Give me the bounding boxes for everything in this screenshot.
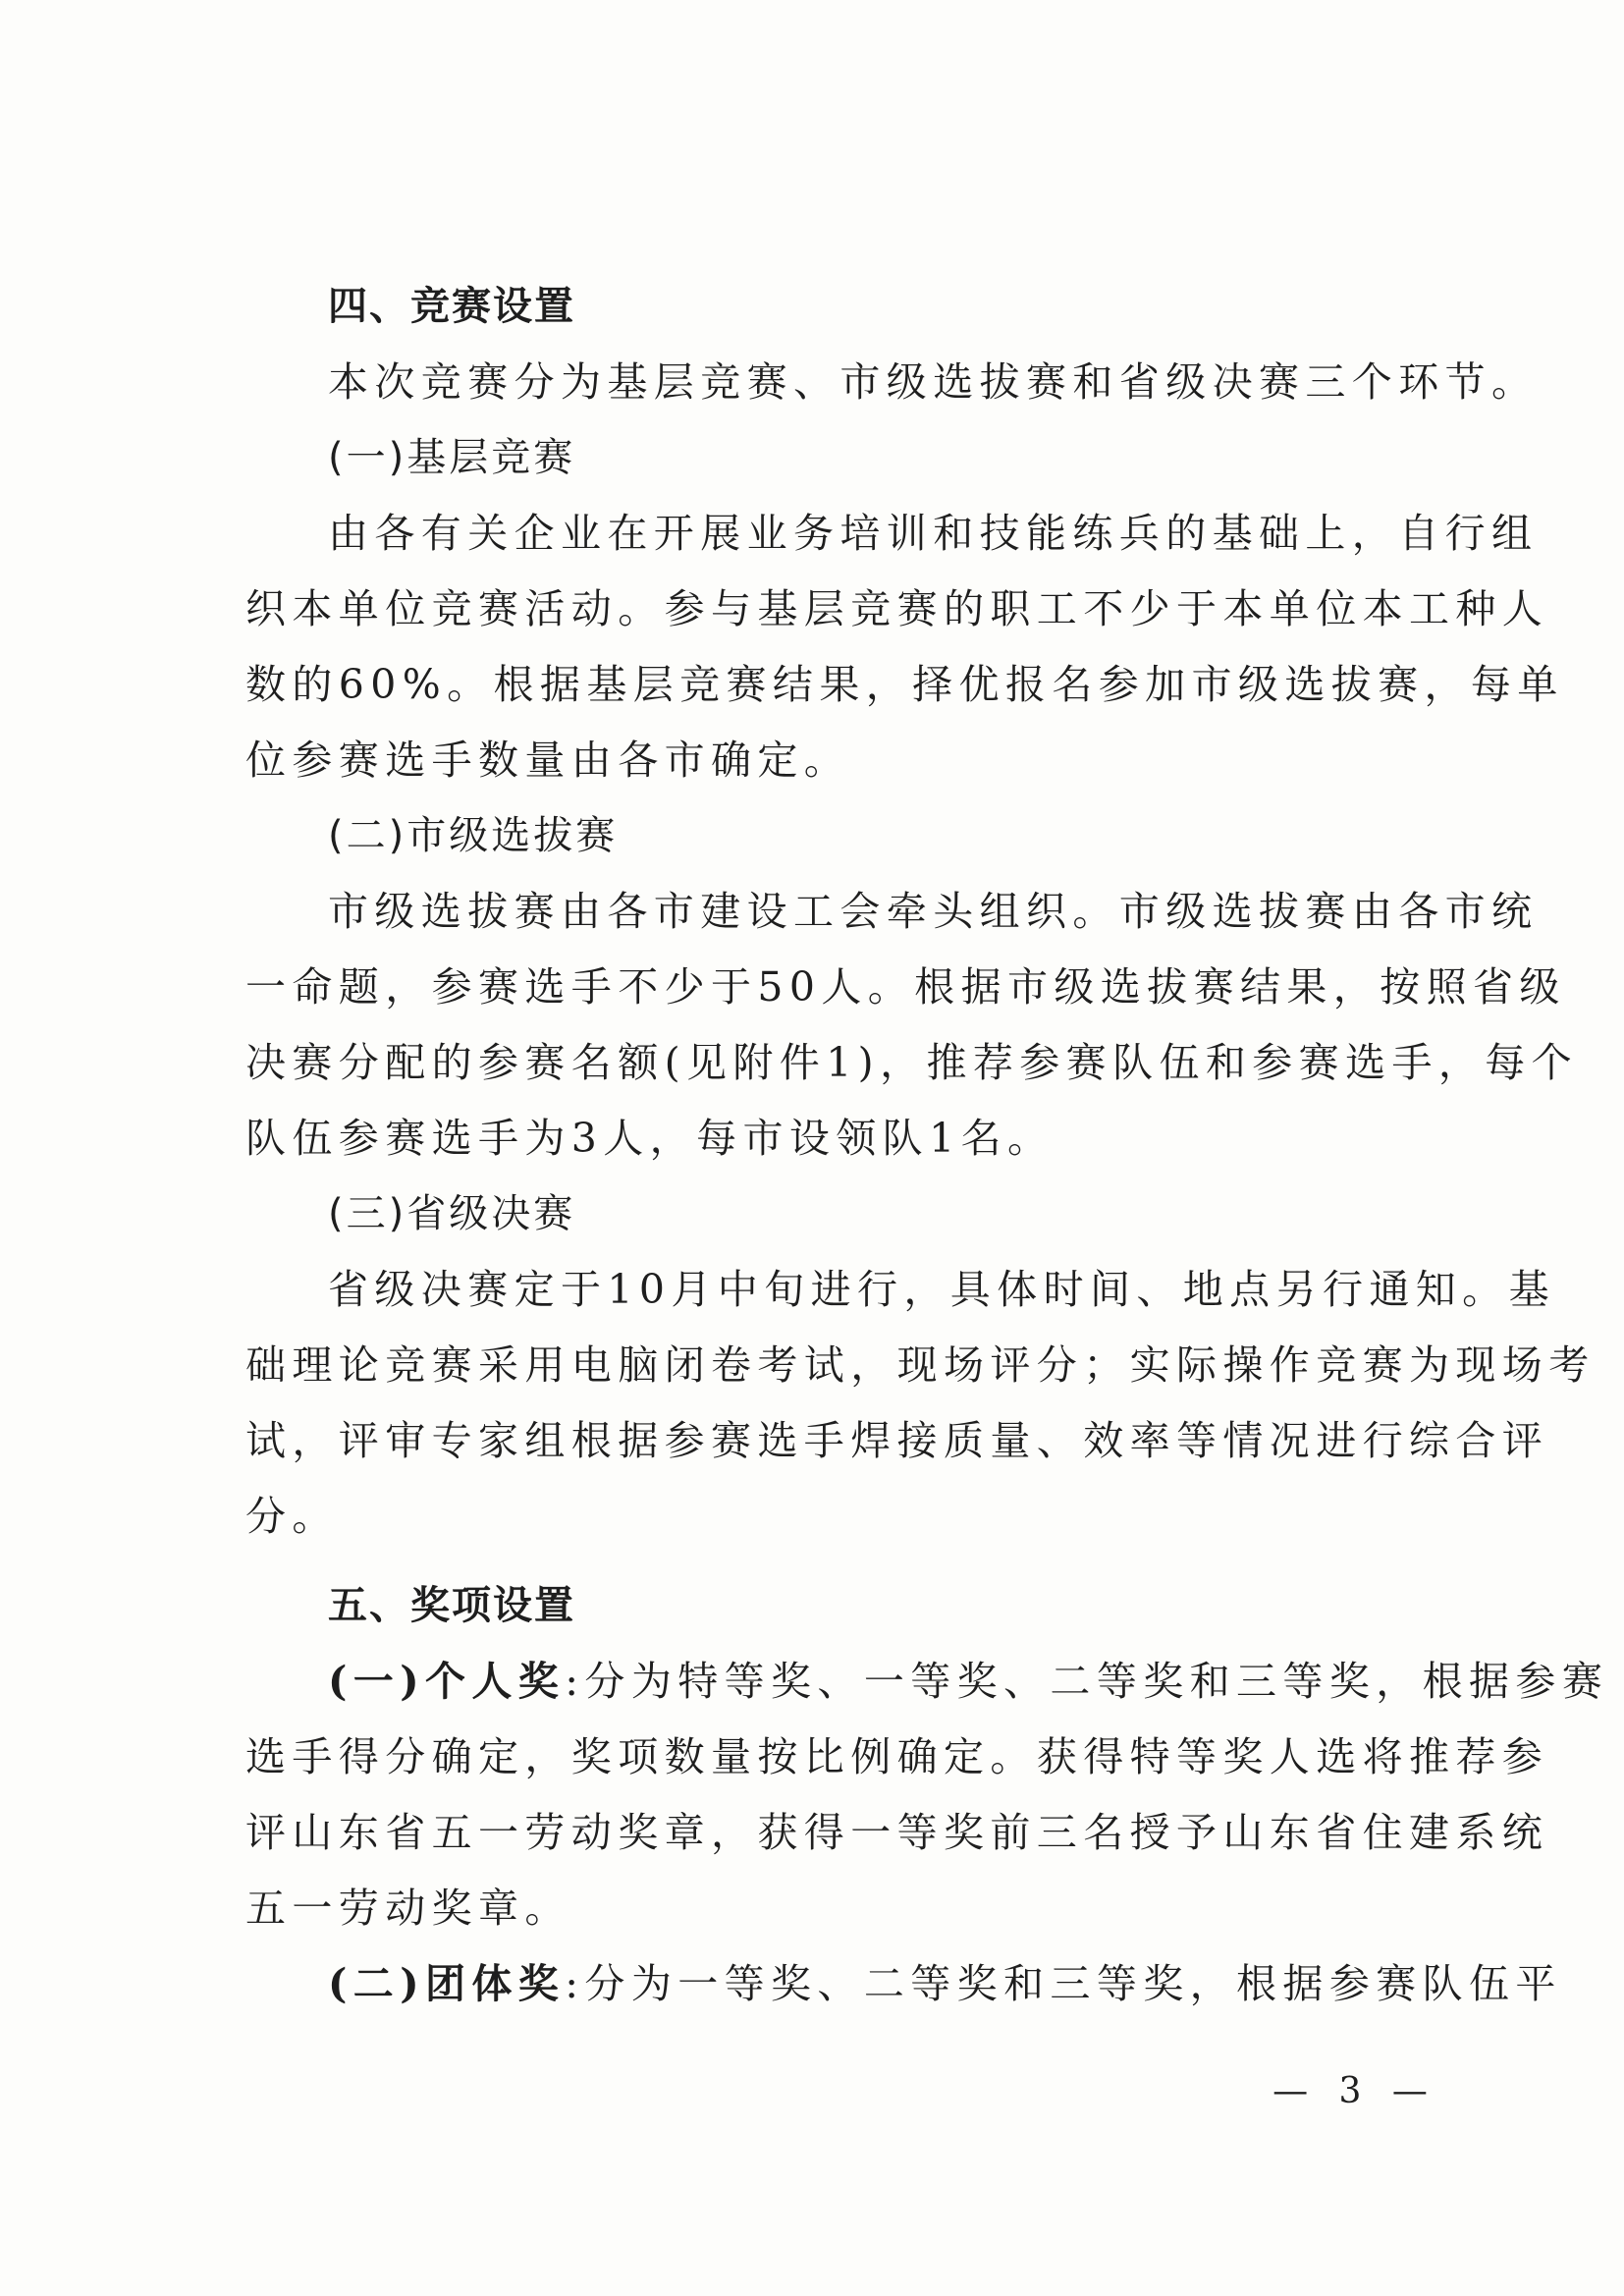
paragraph-line: 队伍参赛选手为3人，每市设领队1名。: [245, 1115, 1055, 1162]
section-heading-competition-setup: 四、竞赛设置: [328, 284, 575, 329]
paragraph-line: 织本单位竞赛活动。参与基层竞赛的职工不少于本单位本工种人: [245, 585, 1549, 632]
paragraph-line: 位参赛选手数量由各市确定。: [245, 737, 851, 784]
page-number: — 3 —: [1272, 2071, 1437, 2111]
paragraph-line: 分。: [245, 1493, 339, 1540]
subheading-grassroots-competition: (一)基层竞赛: [328, 435, 576, 480]
paragraph-line: 评山东省五一劳动奖章，获得一等奖前三名授予山东省住建系统: [245, 1809, 1549, 1856]
paragraph-line: 市级选拔赛由各市建设工会牵头组织。市级选拔赛由各市统: [328, 888, 1539, 935]
paragraph-line: 本次竞赛分为基层竞赛、市级选拔赛和省级决赛三个环节。: [328, 358, 1539, 406]
paragraph-line: 选手得分确定，奖项数量按比例确定。获得特等奖人选将推荐参: [245, 1733, 1549, 1780]
team-award-text: :分为一等奖、二等奖和三等奖，根据参赛队伍平: [565, 1960, 1562, 2007]
section-heading-awards: 五、奖项设置: [328, 1583, 575, 1628]
paragraph-line: 数的60%。根据基层竞赛结果，择优报名参加市级选拔赛，每单: [245, 661, 1564, 708]
paragraph-line: 础理论竞赛采用电脑闭卷考试，现场评分；实际操作竞赛为现场考: [245, 1341, 1596, 1389]
paragraph-line: [328, 1652, 1609, 1711]
paragraph-line: 一命题，参赛选手不少于50人。根据市级选拔赛结果，按照省级: [245, 963, 1566, 1011]
individual-award-text: :分为特等奖、一等奖、二等奖和三等奖，根据参赛: [565, 1658, 1609, 1705]
paragraph-line: 由各有关企业在开展业务培训和技能练兵的基础上，自行组: [328, 510, 1539, 557]
paragraph-line: 试，评审专家组根据参赛选手焊接质量、效率等情况进行综合评: [245, 1417, 1549, 1464]
subheading-city-selection: (二)市级选拔赛: [328, 813, 619, 858]
paragraph-line: 五一劳动奖章。: [245, 1885, 571, 1932]
paragraph-line: 决赛分配的参赛名额(见附件1)，推荐参赛队伍和参赛选手，每个: [245, 1039, 1579, 1086]
team-award-label: (二)团体奖: [328, 1960, 566, 2007]
paragraph-line: 省级决赛定于10月中旬进行，具体时间、地点另行通知。基: [328, 1266, 1555, 1313]
individual-award-label: (一)个人奖: [328, 1658, 566, 1705]
subheading-provincial-final: (三)省级决赛: [328, 1191, 576, 1236]
paragraph-line: [328, 1954, 1562, 2013]
